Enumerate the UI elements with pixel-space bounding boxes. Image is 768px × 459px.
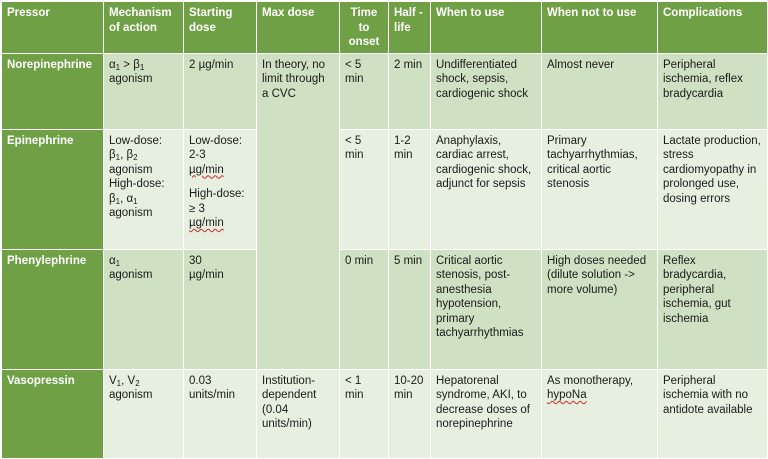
complications-cell: Reflex bradycardia, peripheral ischemia, gut ischemia <box>658 249 768 369</box>
complications-cell: Lactate production, stress cardiomyopathy in prolonged use, dosing errors <box>658 129 768 249</box>
header-when-to-use: When to use <box>431 2 542 54</box>
table-row-phenylephrine <box>2 249 768 369</box>
when-not-to-use-cell: Primary tachyarrhythmias, critical aortic stenosis <box>542 129 658 249</box>
half-life-cell: 5 min <box>389 249 431 369</box>
when-not-to-use-cell: High doses needed (dilute solution -> more volume) <box>542 249 658 369</box>
starting-dose-cell: 2 µg/min <box>184 53 257 129</box>
when-to-use-cell: Undifferentiated shock, sepsis, cardiogenic shock <box>431 53 542 129</box>
spellcheck-underline: hypoNa <box>547 389 587 401</box>
table-row-epinephrine <box>2 129 768 249</box>
when-to-use-cell: Critical aortic stenosis, post-anesthesia hypotension, primary tachyarrhythmias <box>431 249 542 369</box>
complications-cell: Peripheral ischemia with no antidote available <box>658 369 768 458</box>
pressor-name: Phenylephrine <box>2 249 104 369</box>
pressor-table <box>1 1 768 459</box>
header-half-life: Half -life <box>389 2 431 54</box>
starting-dose-cell: Low-dose: 2-3 µg/min High-dose: ≥ 3 µg/min <box>184 129 257 249</box>
mechanism-cell: $\alpha_1$ agonism <box>104 249 184 369</box>
half-life-cell: 2 min <box>389 53 431 129</box>
max-dose-cell: Institution-dependent (0.04 units/min) <box>257 369 340 458</box>
half-life-cell: 10-20 min <box>389 369 431 458</box>
pressor-name: Epinephrine <box>2 129 104 249</box>
time-to-onset-cell: 0 min <box>340 249 389 369</box>
mechanism-cell: $V_1$, $V_2$ agonism <box>104 369 184 458</box>
when-not-to-use-cell: Almost never <box>542 53 658 129</box>
half-life-cell: 1-2 min <box>389 129 431 249</box>
header-when-not-to-use: When not to use <box>542 2 658 54</box>
time-to-onset-cell: < 5 min <box>340 129 389 249</box>
header-starting-dose: Starting dose <box>184 2 257 54</box>
spellcheck-underline: µg/min <box>189 163 224 176</box>
pressor-name: Norepinephrine <box>2 53 104 129</box>
table-row-vasopressin <box>2 369 768 458</box>
header-mechanism: Mechanism of action <box>104 2 184 54</box>
pressor-name: Vasopressin <box>2 369 104 458</box>
table-row-norepinephrine <box>2 53 768 129</box>
time-to-onset-cell: < 1 min <box>340 369 389 458</box>
header-max-dose: Max dose <box>257 2 340 54</box>
mechanism-cell: Low-dose: $\beta_1$, $\beta_2$ agonism High-dose: $\beta_1$, $\alpha_1$ agonism <box>104 129 184 249</box>
when-to-use-cell: Hepatorenal syndrome, AKI, to decrease doses of norepinephrine <box>431 369 542 458</box>
header-row <box>2 2 768 54</box>
time-to-onset-cell: < 5 min <box>340 53 389 129</box>
when-to-use-cell: Anaphylaxis, cardiac arrest, cardiogenic shock, adjunct for sepsis <box>431 129 542 249</box>
max-dose-merged-cell: In theory, no limit through a CVC <box>257 53 340 369</box>
when-not-to-use-cell: As monotherapy, hypoNa <box>542 369 658 458</box>
header-pressor: Pressor <box>2 2 104 54</box>
complications-cell: Peripheral ischemia, reflex bradycardia <box>658 53 768 129</box>
header-complications: Complications <box>658 2 768 54</box>
mechanism-cell: $\alpha_1 > \beta_1$ agonism <box>104 53 184 129</box>
spellcheck-underline: µg/min <box>189 217 224 229</box>
starting-dose-cell: 30 µg/min <box>184 249 257 369</box>
starting-dose-cell: 0.03 units/min <box>184 369 257 458</box>
header-time-to-onset: Time to onset <box>340 2 389 54</box>
